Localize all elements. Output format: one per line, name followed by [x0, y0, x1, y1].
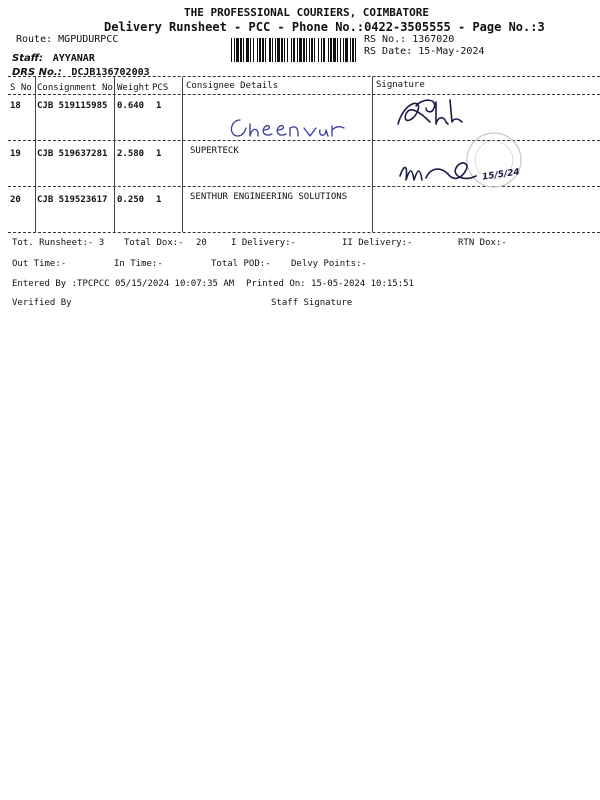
rs-no-line — [364, 34, 454, 45]
total-dox-label: Total Dox:- — [124, 238, 184, 248]
out-time-label: Out Time:- — [12, 259, 67, 269]
i-delivery-label: I Delivery:- — [231, 238, 297, 248]
printed-on: Printed On: 15-05-2024 10:15:51 — [246, 279, 414, 289]
route-label: Route: — [16, 34, 53, 45]
col-header-pcs: PCS — [152, 83, 169, 93]
row-20-consignment: CJB 519523617 — [37, 195, 108, 205]
entered-by: Entered By :TPCPCC 05/15/2024 10:07:35 AM — [12, 279, 235, 289]
row-20-sno: 20 — [10, 195, 21, 205]
rs-no-value: 1367020 — [412, 34, 455, 45]
row-19-handwritten-date: 15/5/24 — [481, 167, 521, 183]
in-time-label: In Time:- — [114, 259, 163, 269]
table-header-border — [8, 94, 600, 95]
row-18-weight: 0.640 — [117, 101, 145, 111]
staff-value: AYYANAR — [52, 53, 95, 64]
verified-by: Verified By — [12, 298, 72, 308]
route-line — [16, 34, 118, 45]
runsheet-title: Delivery Runsheet - PCC - Phone No.:0422-3505555 - Page No.:3 — [104, 20, 545, 34]
col-divider-3 — [182, 77, 183, 232]
table-bottom-border — [8, 232, 600, 233]
col-divider-1 — [35, 77, 36, 232]
row-19-signature — [396, 154, 482, 188]
tot-runsheet: Tot. Runsheet:- 3 — [12, 238, 105, 248]
row-20-consignee: SENTHUR ENGINEERING SOLUTIONS — [190, 192, 348, 202]
drs-value: DCJB136702003 — [71, 67, 150, 78]
delvy-points-label: Delvy Points:- — [291, 259, 367, 269]
ii-delivery-label: II Delivery:- — [342, 238, 413, 248]
col-header-signature: Signature — [376, 80, 425, 90]
col-divider-4 — [372, 77, 373, 232]
rtn-dox-label: RTN Dox:- — [458, 238, 507, 248]
row-18-signature — [392, 94, 470, 134]
row-18-handwritten-name — [226, 112, 348, 144]
staff-label: Staff: — [12, 53, 44, 64]
table-top-border — [8, 76, 600, 77]
row-19-weight: 2.580 — [117, 149, 145, 159]
row-18-pcs: 1 — [156, 101, 162, 111]
col-header-consignment: Consignment No — [37, 83, 113, 93]
rs-no-label: RS No.: — [364, 34, 407, 45]
row-19-consignment: CJB 519637281 — [37, 149, 108, 159]
col-header-sno: S No — [10, 83, 32, 93]
row-18-consignment: CJB 519115985 — [37, 101, 108, 111]
row-19-consignee: SUPERTECK — [190, 146, 239, 156]
col-header-weight: Weight — [117, 83, 150, 93]
drs-label: DRS No.: — [12, 67, 62, 78]
row-20-weight: 0.250 — [117, 195, 145, 205]
barcode-image — [230, 38, 358, 62]
row-20-pcs: 1 — [156, 195, 162, 205]
route-value: MGPUDURPCC — [58, 34, 119, 45]
col-header-consignee: Consignee Details — [186, 81, 279, 91]
rs-date-label: RS Date: — [364, 46, 413, 57]
row-18-sno: 18 — [10, 101, 21, 111]
total-dox-value: 20 — [196, 238, 207, 248]
total-pod-label: Total POD:- — [211, 259, 271, 269]
row-19-sno: 19 — [10, 149, 21, 159]
rs-date-value: 15-May-2024 — [418, 46, 485, 57]
row-19-pcs: 1 — [156, 149, 162, 159]
company-name: THE PROFESSIONAL COURIERS, COIMBATORE — [184, 6, 430, 19]
staff-signature: Staff Signature — [271, 298, 353, 308]
col-divider-2 — [114, 77, 115, 232]
rs-date-line — [364, 46, 484, 57]
